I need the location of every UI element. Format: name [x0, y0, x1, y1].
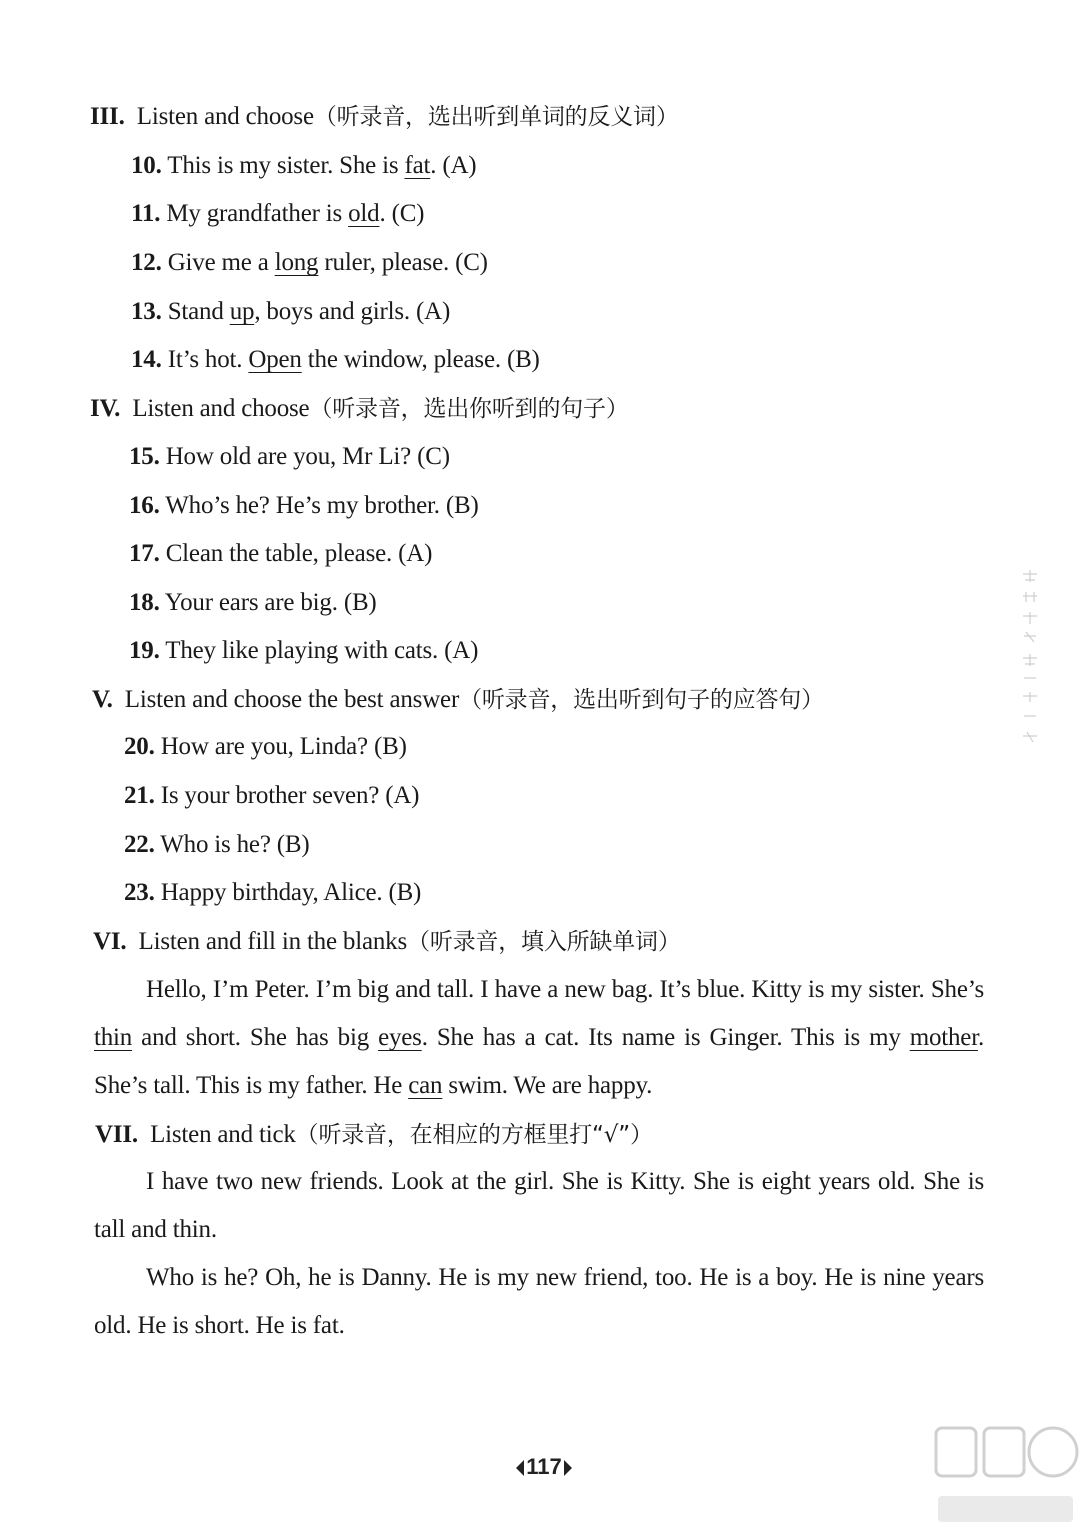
tick-paragraph-2: Who is he? Oh, he is Danny. He is my new friend, too. He is a boy. He is nine years old. He is short. He is fat. [94, 1264, 984, 1339]
item-20: 20. How are you, Linda? (B) [124, 733, 407, 760]
page-number: 117 [0, 1454, 1088, 1480]
item-10: 10. This is my sister. She is fat. (A) [131, 152, 477, 179]
item-15: 15. How old are you, Mr Li? (C) [129, 443, 450, 470]
section-7-heading: VII. Listen and tick（听录音，在相应的方框里打“√”） [95, 1121, 653, 1148]
item-12: 12. Give me a long ruler, please. (C) [131, 249, 488, 276]
section-5-heading: V. Listen and choose the best answer（听录音，选出听到句子的应答句） [92, 686, 824, 713]
tick-paragraph-1: I have two new friends. Look at the girl. She is Kitty. She is eight years old. She is tall and thin. [94, 1168, 984, 1243]
fill-in-paragraph: Hello, I’m Peter. I’m big and tall. I have a new bag. It’s blue. Kitty is my sister. She’s thin and short. She has big eyes. She has a cat. Its name is Ginger. This is my mother. She’s tall. This is my father. He can swim. We are happy. [94, 976, 984, 1099]
side-watermark [1018, 566, 1042, 756]
item-19: 19. They like playing with cats. (A) [129, 637, 479, 664]
blank-answer: mother [909, 1024, 978, 1051]
section-3-heading: III. Listen and choose（听录音，选出听到单词的反义词） [90, 103, 679, 130]
item-13: 13. Stand up, boys and girls. (A) [131, 298, 451, 325]
item-18: 18. Your ears are big. (B) [129, 589, 377, 616]
item-21: 21. Is your brother seven? (A) [124, 782, 420, 809]
section-4-heading: IV. Listen and choose（听录音，选出你听到的句子） [90, 395, 629, 422]
right-arrow-icon [564, 1460, 572, 1476]
blank-answer: eyes [378, 1024, 422, 1051]
item-23: 23. Happy birthday, Alice. (B) [124, 879, 422, 906]
watermark-logo [928, 1418, 1083, 1533]
blank-answer: can [408, 1072, 443, 1099]
item-11: 11. My grandfather is old. (C) [131, 200, 425, 227]
item-17: 17. Clean the table, please. (A) [129, 540, 433, 567]
blank-answer: thin [94, 1024, 133, 1051]
section-6-heading: VI. Listen and fill in the blanks（听录音，填入所缺单词） [93, 928, 681, 955]
item-14: 14. It’s hot. Open the window, please. (B) [131, 346, 540, 373]
left-arrow-icon [516, 1460, 524, 1476]
item-16: 16. Who’s he? He’s my brother. (B) [129, 492, 479, 519]
item-22: 22. Who is he? (B) [124, 831, 310, 858]
